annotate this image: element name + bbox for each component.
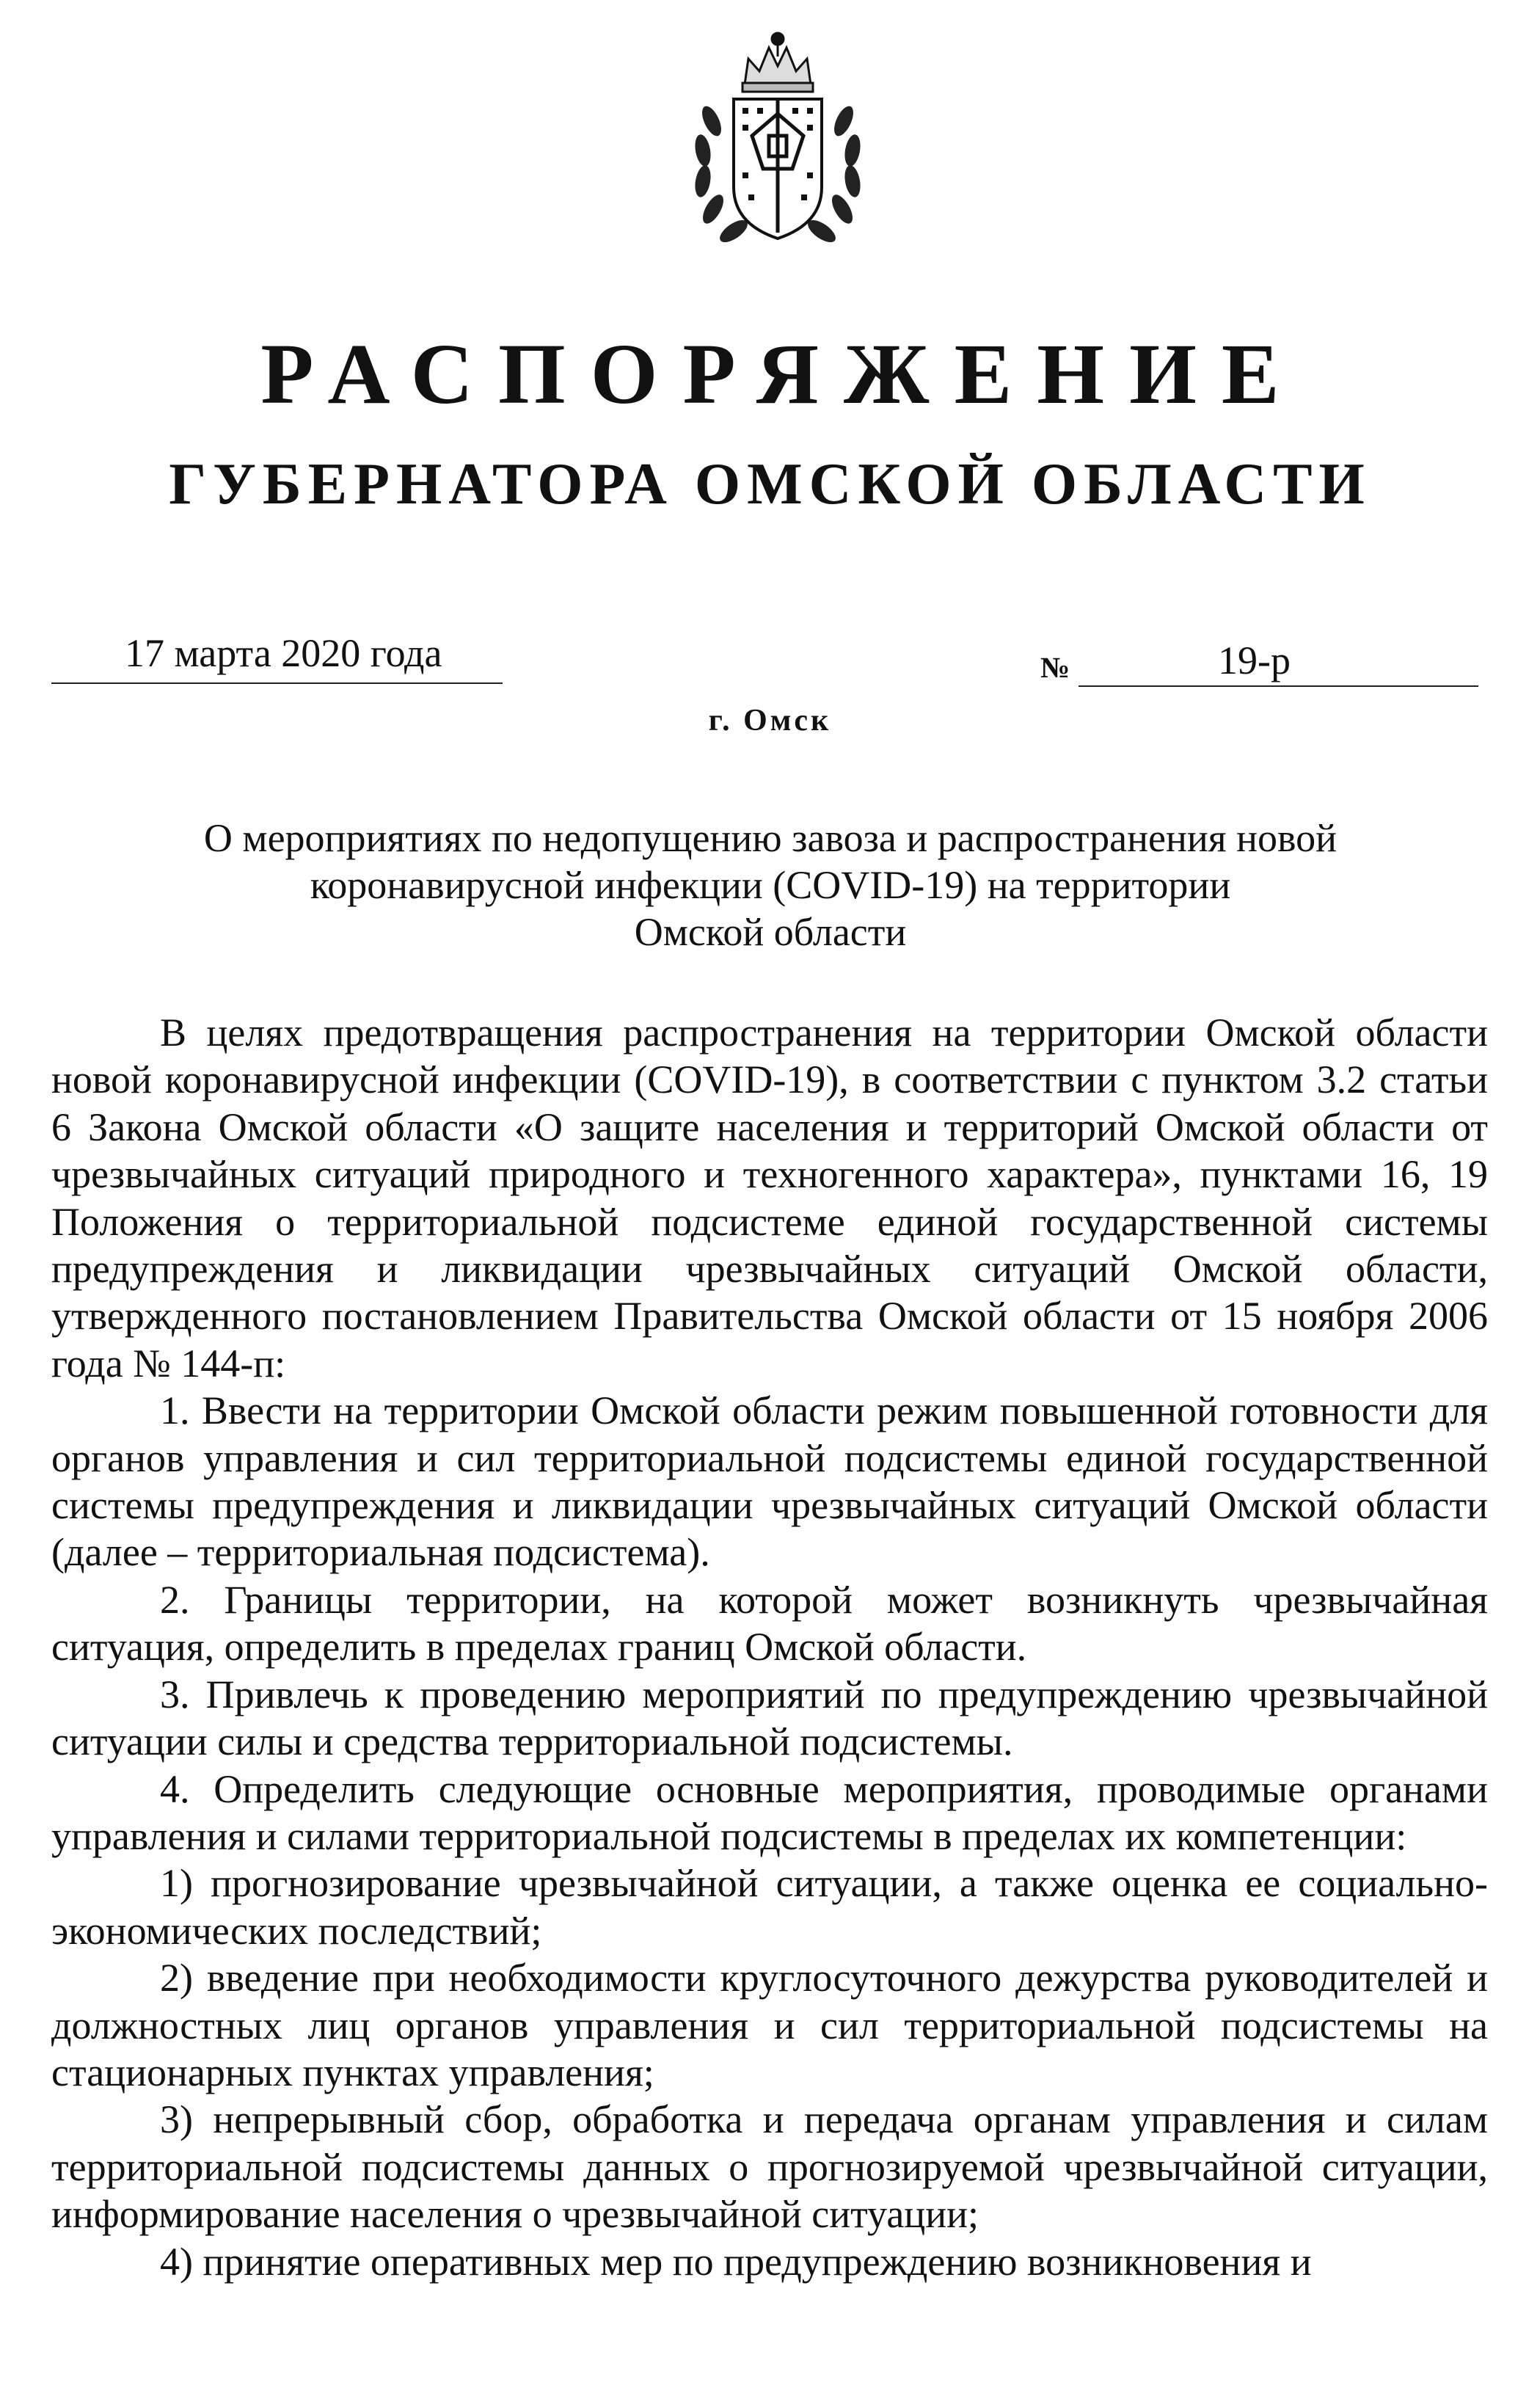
omsk-region-coat-of-arms-icon [675, 26, 880, 253]
clause-paragraph: 3. Привлечь к проведению мероприятий по предупреждению чрезвычайной ситуации силы и средства территориальной подсистемы. [51, 1672, 1488, 1764]
subject-line: коронавирусной инфекции (COVID-19) на территории [310, 863, 1231, 907]
subclause-paragraph: 2) введение при необходимости круглосуточного дежурства руководителей и должностных лиц органов управления и сил территориальной подсистемы на стационарных пунктах управления; [51, 1956, 1488, 2094]
number-sign: № [1040, 651, 1070, 684]
number-field [1079, 631, 1478, 687]
document-number: 19-р [1218, 638, 1291, 682]
document-title: РАСПОРЯЖЕНИЕ [260, 326, 1304, 422]
date-field [51, 624, 503, 684]
clause-paragraph: 2. Границы территории, на которой может возникнуть чрезвычайная ситуация, определить в пределах границ Омской области. [51, 1577, 1488, 1669]
preamble-paragraph: В целях предотвращения распространения на территории Омской области новой коронавирусной инфекции (COVID-19), в соответствии с пунктом 3.2 статьи 6 Закона Омской области «О защите населения и территорий Омской области от чрезвычайных ситуаций природного и техногенного характера», пунктами 16, 19 Положения о территориальной подсистеме единой государственной системы предупреждения и ликвидации чрезвычайных ситуаций Омской области, утвержденного постановлением Правительства Омской области от 15 ноября 2006 года № 144-п: [51, 1011, 1488, 1385]
subject-line: О мероприятиях по недопущению завоза и распространения новой [203, 816, 1338, 860]
document-date: 17 марта 2020 года [125, 631, 442, 675]
subclause-paragraph: 1) прогнозирование чрезвычайной ситуации, а также оценка ее социально-экономических последствий; [51, 1861, 1488, 1953]
document-city: г. Омск [708, 704, 832, 738]
clause-paragraph: 1. Ввести на территории Омской области режим повышенной готовности для органов управления и сил территориальной подсистемы единой государственной системы предупреждения и ликвидации чрезвычайных ситуаций Омской области (далее – территориальная подсистема). [51, 1388, 1488, 1575]
document-body [51, 1009, 1488, 2285]
document-subject [147, 815, 1394, 955]
document-issuer: ГУБЕРНАТОРА ОМСКОЙ ОБЛАСТИ [169, 452, 1371, 517]
subclause-paragraph: 3) непрерывный сбор, обработка и передача органам управления и силам территориальной подсистемы данных о прогнозируемой чрезвычайной ситуации, информирование населения о чрезвычайной ситуации; [51, 2097, 1488, 2237]
subject-line: Омской области [634, 910, 907, 954]
subclause-paragraph: 4) принятие оперативных мер по предупреждению возникновения и [160, 2239, 1312, 2284]
clause-paragraph: 4. Определить следующие основные мероприятия, проводимые органами управления и силами территориальной подсистемы в пределах их компетенции: [51, 1766, 1488, 1858]
